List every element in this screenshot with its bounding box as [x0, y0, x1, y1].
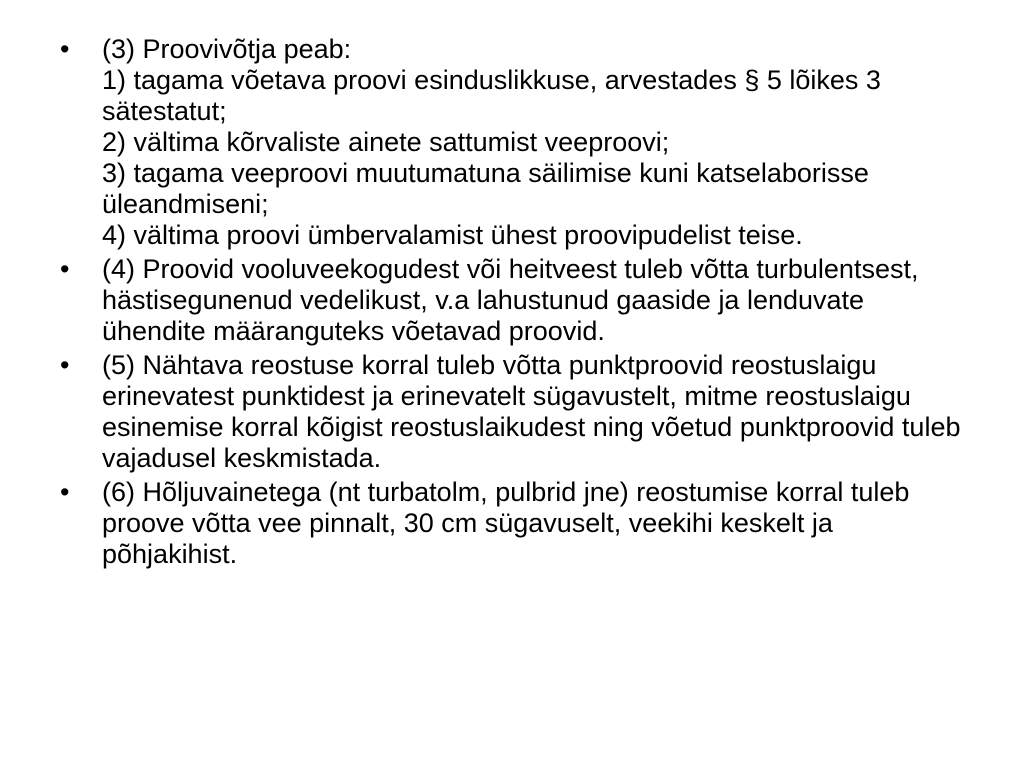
bullet-3-point-3: 3) tagama veeproovi muutumatuna säilimise kuni katselaborisse üleandmiseni;: [102, 158, 869, 219]
bullet-4-text: (4) Proovid vooluveekogudest või heitveest tuleb võtta turbulentsest, hästisegunenud vedelikust, v.a lahustunud gaaside ja lenduvate ühendite määranguteks võetavad proovid.: [102, 254, 919, 346]
bullet-3-point-1: 1) tagama võetava proovi esinduslikkuse, arvestades § 5 lõikes 3 sätestatut;: [102, 65, 881, 126]
bullet-item-5: [58, 350, 970, 474]
bullet-6-text: (6) Hõljuvainetega (nt turbatolm, pulbrid jne) reostumise korral tuleb proove võtta vee pinnalt, 30 cm sügavuselt, veekihi keskelt ja põhjakihist.: [102, 477, 910, 569]
bullet-item-4: [58, 254, 970, 347]
bullet-3-heading: (3) Proovivõtja peab:: [102, 34, 352, 64]
bullet-dot-icon: •: [60, 350, 70, 380]
bullet-item-3: [58, 34, 970, 251]
bullet-3-point-2: 2) vältima kõrvaliste ainete sattumist veeproovi;: [102, 127, 670, 157]
bullet-3-point-4: 4) vältima proovi ümbervalamist ühest proovipudelist teise.: [102, 220, 803, 250]
bullet-5-text: (5) Nähtava reostuse korral tuleb võtta punktproovid reostuslaigu erinevatest punktidest ja erinevatelt sügavustelt, mitme reostuslaigu esinemise korral kõigist reostuslaikudest ning võetud punktproovid tuleb vajadusel keskmistada.: [102, 350, 961, 473]
bullet-dot-icon: •: [60, 34, 70, 64]
bullet-list: [58, 34, 970, 573]
bullet-dot-icon: •: [60, 254, 70, 284]
bullet-item-6: [58, 477, 970, 570]
bullet-dot-icon: •: [60, 477, 70, 507]
